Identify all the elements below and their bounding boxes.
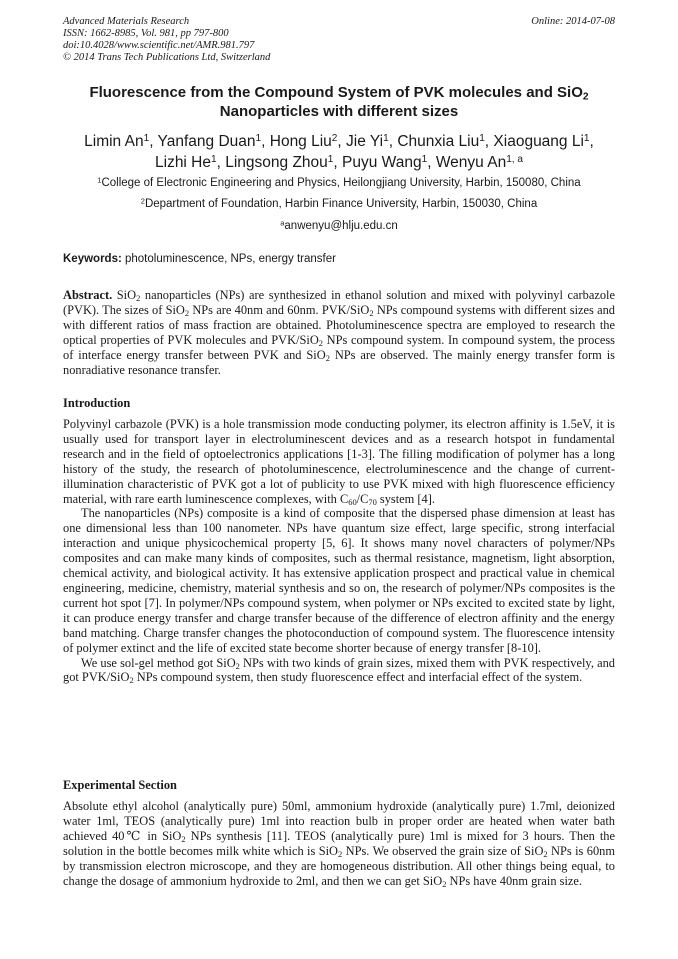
author: Puyu Wang$^1$, <box>342 153 436 171</box>
author: Hong Liu$^2$, <box>269 132 347 150</box>
online-date: Online: 2014-07-08 <box>531 16 615 27</box>
journal-header <box>63 16 615 64</box>
experimental-paragraph: Absolute ethyl alcohol (analytically pure) 50ml, ammonium hydroxide (analytically pure) 1.7ml, deionized water 1ml, TEOS (analytically pure) 1ml into reaction bulb in proper order are heated when water bath achieved 40℃ in SiO$_2$ NPs synthesis [11]. TEOS (analytically pure) 1ml is mixed for 3 hours. Then the solution in the bottle becomes milk white which is SiO$_2$ NPs. We observed the grain size of SiO$_2$ NPs is 60nm by transmission electron microscope, and they are homogeneous distribution. All other things being equal, to change the dosage of ammonium hydroxide to 2ml, and then we can get SiO$_2$ NPs have 40nm grain size. <box>63 799 615 889</box>
section-heading-experimental: Experimental Section <box>63 778 177 792</box>
paper-title <box>40 83 638 121</box>
abstract-label: Abstract. <box>63 288 113 302</box>
keywords-label: Keywords: <box>63 253 122 265</box>
affiliation-2: $^2$Department of Foundation, Harbin Finance University, Harbin, 150030, China <box>140 196 538 210</box>
issn-line: ISSN: 1662-8985, Vol. 981, pp 797-800 <box>63 28 229 39</box>
introduction-body <box>63 417 615 685</box>
intro-paragraph: The nanoparticles (NPs) composite is a kind of composite that the dispersed phase dimension at least has one dimensional less than 100 nanometer. NPs have quantum size effect, large specific, strong interfacial interaction and unique physicochemical property [5, 6]. It shows many novel characters of polymer/NPs composites and can make many kinds of composites, such as thermal resistance, magnetism, light absorption, chemical activity, and biological activity. It has extensive application prospect and practical value in chemical engineering, medicine, chemistry, material synthesis and so on, the research of polymer/NPs composites is the current hot spot [7]. In polymer/NPs compound system, when polymer or NPs excited to excited state by light, it can produce energy transfer and charge transfer because of the difference of electron affinity and the energy band matching. Charge transfer changes the photoconduction of compound system. The fluorescence intensity of polymer extinct and the life of excited state become shorter because of energy transfer [8-10]. <box>63 506 615 655</box>
author: Lizhi He$^1$, <box>155 153 226 171</box>
author: Wenyu An$^{1, a}$ <box>435 153 523 171</box>
copyright-line: © 2014 Trans Tech Publications Ltd, Switzerland <box>63 52 271 63</box>
author: Chunxia Liu$^1$, <box>397 132 494 150</box>
doi-line: doi:10.4028/www.scientific.net/AMR.981.797 <box>63 40 255 51</box>
title-line-2: Nanoparticles with different sizes <box>219 103 459 120</box>
keywords-text: photoluminescence, NPs, energy transfer <box>121 253 336 265</box>
author: Lingsong Zhou$^1$, <box>225 153 343 171</box>
keywords <box>63 253 615 265</box>
title-line-1: Fluorescence from the Compound System of PVK molecules and SiO <box>89 84 583 101</box>
intro-paragraph: Polyvinyl carbazole (PVK) is a hole transmission mode conducting polymer, its electron affinity is 1.5eV, it is usually used for transport layer in electroluminescent devices and as a research hotspot in fundamental research and in the field of optoelectronics applications [1-3]. The filling modification of polymer has a long history of the study, the research of photoluminescence, electroluminescence and the change of current-illumination characteristic of PVK got a lot of publicity to use PVK mixed with high fluorescence efficiency material, with rare earth luminescence complexes, with $C_{60}/C_{70}$ system [4]. <box>63 417 615 507</box>
intro-paragraph: We use sol-gel method got SiO$_2$ NPs with two kinds of grain sizes, mixed them with PVK respectively, and got PVK/SiO$_2$ NPs compound system, then study fluorescence effect and interfacial effect of the system. <box>63 655 615 686</box>
author: Jie Yi$^1$, <box>346 132 398 150</box>
author: Xiaoguang Li$^1$, <box>493 132 594 150</box>
section-heading-introduction: Introduction <box>63 396 131 410</box>
corresponding-email: $^a$anwenyu@hlju.edu.cn <box>280 218 398 232</box>
affiliation-1: $^1$College of Electronic Engineering and Physics, Heilongjiang University, Harbin, 150080, China <box>97 175 581 189</box>
experimental-body <box>63 799 615 888</box>
abstract-paragraph: Abstract. SiO$_2$ nanoparticles (NPs) are synthesized in ethanol solution and mixed with polyvinyl carbazole (PVK). The sizes of SiO$_2$ NPs are 40nm and 60nm. PVK/SiO$_2$ NPs compound systems with different sizes and with different ratios of mass fraction are obtained. Photoluminescence spectra are employed to research the optical properties of PVK molecules and PVK/SiO$_2$ NPs compound system. In compound system, the process of interface energy transfer between PVK and SiO$_2$ NPs are observed. The mainly energy transfer form is nonradiative resonance transfer. <box>63 288 615 377</box>
author: Yanfang Duan$^1$, <box>157 132 270 150</box>
title-subscript: 2 <box>582 91 589 103</box>
abstract <box>63 288 615 377</box>
journal-name: Advanced Materials Research <box>63 16 190 27</box>
author-list <box>40 131 638 173</box>
author: Limin An$^1$, <box>84 132 158 150</box>
